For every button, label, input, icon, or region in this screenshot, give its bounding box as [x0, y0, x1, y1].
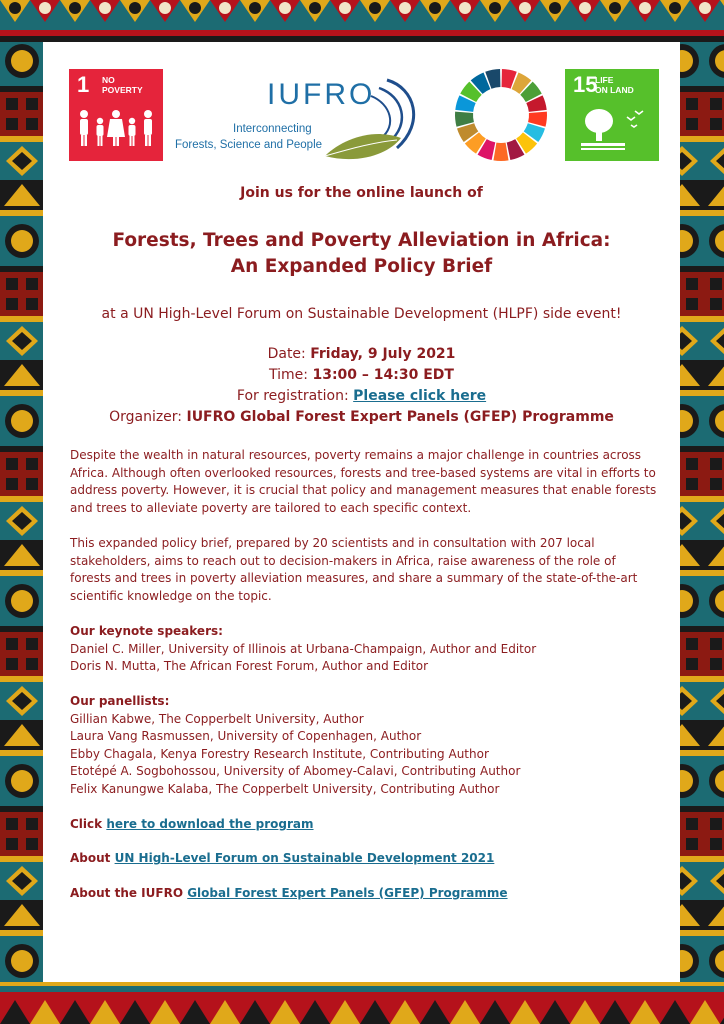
sdg1-label: NO POVERTY [102, 75, 143, 95]
sdg1-number: 1 [77, 72, 90, 97]
program-download-row: Click here to download the program [70, 817, 314, 831]
registration-link[interactable]: Please click here [353, 388, 487, 404]
sdg15-life-on-land-badge [565, 69, 659, 161]
panellists-section [70, 693, 660, 798]
family-icon [76, 109, 156, 147]
panellist: Gillian Kabwe, The Copperbelt University, Author [70, 711, 364, 726]
panellists-heading: Our panellists: [70, 694, 170, 708]
organizer-value: IUFRO Global Forest Expert Panels (GFEP) Programme [186, 409, 614, 425]
invite-line: Join us for the online launch of [240, 185, 483, 201]
sdg15-number: 15 [573, 72, 598, 97]
title-line-2: An Expanded Policy Brief [230, 256, 493, 277]
iufro-tagline-line2: Forests, Science and People [175, 139, 323, 151]
keynote-speaker: Daniel C. Miller, University of Illinois at Urbana-Champaign, Author and Editor [70, 641, 537, 656]
organizer-row: Organizer: IUFRO Global Forest Expert Panels (GFEP) Programme [109, 409, 614, 425]
hlpf-about-row: About UN High-Level Forum on Sustainable Development 2021 [70, 851, 495, 865]
event-subtitle: at a UN High-Level Forum on Sustainable Development (HLPF) side event! [101, 306, 622, 322]
intro-paragraph-2: This expanded policy brief, prepared by 20 scientists and in consultation with 207 local stakeholders, aims to reach out to decision-makers in Africa, raise awareness of the role of forests and trees in poverty alleviation measures, and share a summary of the state-of-the-art scientific knowledge on the topic. [70, 536, 638, 603]
hlpf-link[interactable]: UN High-Level Forum on Sustainable Development 2021 [114, 851, 495, 865]
time-row: Time: 13:00 – 14:30 EDT [269, 367, 454, 383]
title-line-1: Forests, Trees and Poverty Alleviation in Africa: [112, 230, 611, 251]
panellist: Felix Kanungwe Kalaba, The Copperbelt University, Contributing Author [70, 781, 500, 796]
keynote-section [70, 623, 660, 676]
brief-title [43, 228, 680, 280]
program-download-link[interactable]: here to download the program [106, 817, 314, 831]
intro-paragraph-1: Despite the wealth in natural resources, poverty remains a major challenge in countries across Africa. Although often overlooked resources, forests and tree-based systems are vital in efforts to address poverty. However, it is crucial that policy and management measures that enable forests and trees to alleviate poverty are tailored to each specific context. [70, 448, 657, 515]
date-value: Friday, 9 July 2021 [310, 346, 456, 362]
tree-and-birds-icon [577, 107, 647, 151]
panellist: Ebby Chagala, Kenya Forestry Research Institute, Contributing Author [70, 746, 489, 761]
keynote-heading: Our keynote speakers: [70, 624, 223, 638]
panellist: Laura Vang Rasmussen, University of Copenhagen, Author [70, 729, 422, 743]
sdg-wheel-segment [493, 143, 508, 161]
panellist: Etotépé A. Sogbohossou, University of Abomey-Calavi, Contributing Author [70, 764, 521, 778]
iufro-logo [175, 68, 445, 162]
gfep-about-row: About the IUFRO Global Forest Expert Panels (GFEP) Programme [70, 886, 508, 900]
flyer-card [43, 42, 680, 982]
keynote-speaker: Doris N. Mutta, The African Forest Forum, Author and Editor [70, 659, 429, 673]
gfep-link[interactable]: Global Forest Expert Panels (GFEP) Programme [187, 886, 508, 900]
time-value: 13:00 – 14:30 EDT [312, 367, 454, 383]
sdg1-no-poverty-badge [69, 69, 163, 161]
iufro-tagline-line1: Interconnecting [233, 123, 312, 135]
iufro-wordmark: IUFRO [267, 78, 376, 111]
sdg-wheel-icon [454, 68, 548, 162]
date-row: Date: Friday, 9 July 2021 [267, 346, 456, 362]
registration-row: For registration: Please click here [236, 388, 487, 404]
sdg15-label: LIFE ON LAND [595, 75, 634, 95]
event-details [43, 344, 680, 428]
